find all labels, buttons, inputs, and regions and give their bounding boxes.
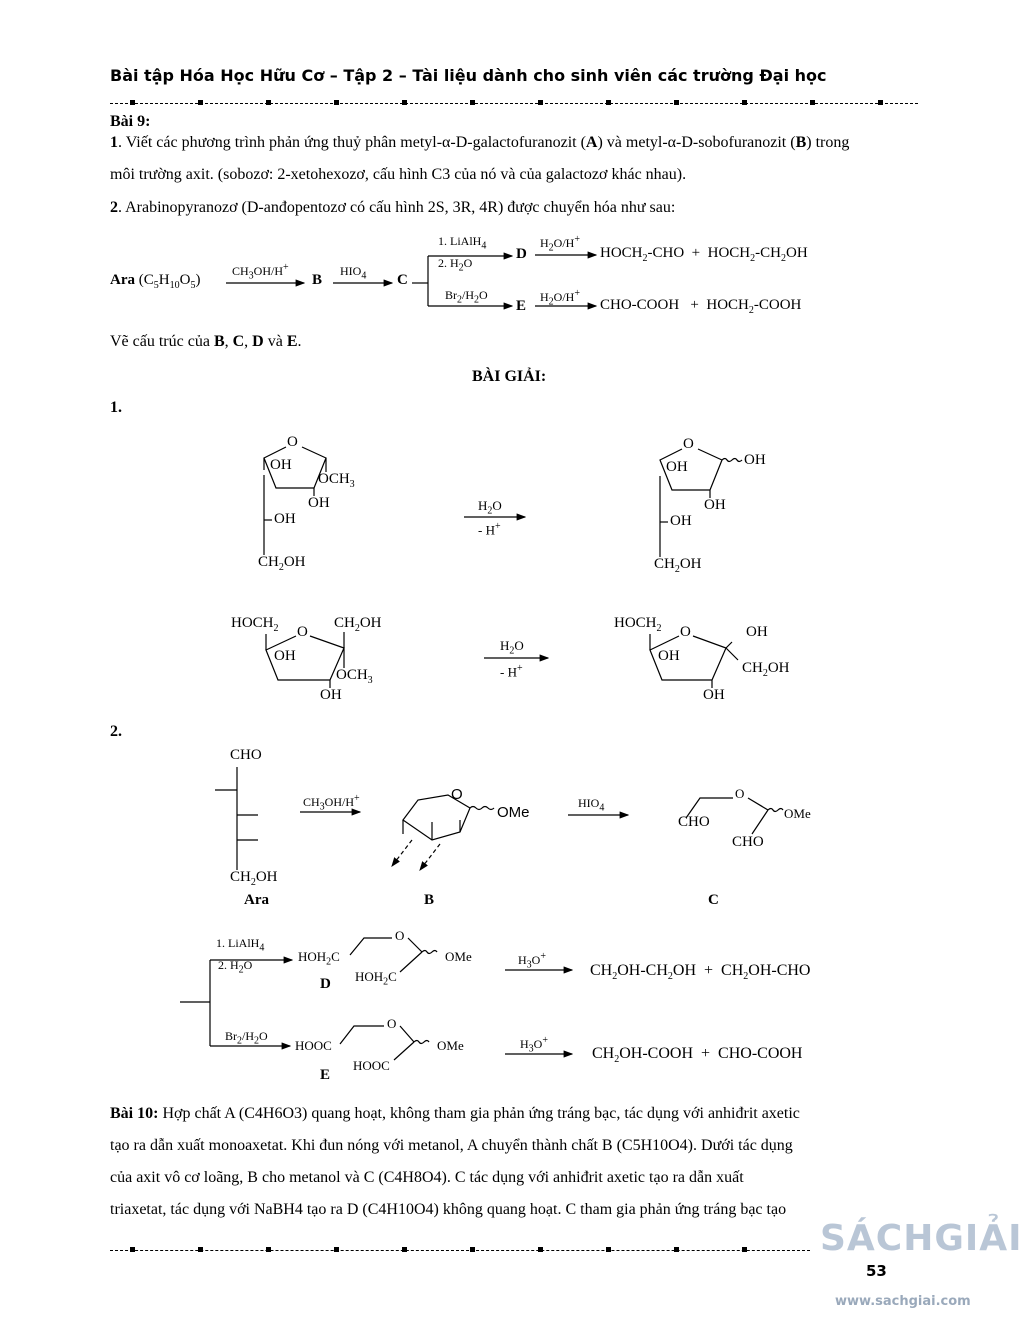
products-E: $CH_2OH$-COOH + CHO-COOH — [592, 1045, 803, 1066]
scheme-C: C — [397, 272, 408, 288]
sobo-prod-CH2OH: $CH_2OH$ — [742, 660, 790, 679]
sobo-prod-OH-2: OH — [703, 687, 725, 703]
exercise-9-part1: 1. Viết các phương trình phản ứng thuỷ phân metyl-α-D-galactofuranozit (A) và metyl-α-D-sobofuranozit (B) trong — [110, 134, 850, 151]
scheme-D: D — [516, 246, 527, 262]
products-D: $CH_2OH-CH_2OH + CH_2OH-CHO$ — [590, 962, 811, 983]
galacto-prod-OH-1: OH — [666, 459, 688, 475]
arrow-label-h2o-2: $H_2O$ — [500, 638, 524, 657]
galacto-prod-CH2OH: $CH_2OH$ — [654, 556, 702, 575]
sobo-CH2OH: $CH_2OH$ — [334, 615, 382, 634]
page-header: Bài tập Hóa Học Hữu Cơ – Tập 2 – Tài liệu dành cho sinh viên các trường Đại học — [110, 66, 827, 85]
scheme-reagent-7: $H_2O/H^+$ — [540, 288, 580, 308]
branch-reagent-1: 1. LiAlH$_4$ — [216, 936, 265, 954]
fischer-CHO: CHO — [230, 747, 262, 763]
galacto-prod-ring-O: O — [683, 436, 694, 452]
sobo-OCH3: $OCH_3$ — [336, 667, 373, 686]
scheme-ara: Ara $(C_5H_{10}O_5)$ — [110, 272, 201, 291]
galacto-prod-OH-anomeric: OH — [744, 452, 766, 468]
solution-title: BÀI GIẢI: — [472, 368, 547, 385]
galacto-prod-OH-2: OH — [704, 497, 726, 513]
arrow-label-h-2: - H+ — [500, 663, 523, 680]
sobo-prod-HOCH2: $HOCH_2$ — [614, 615, 662, 634]
label-C: C — [708, 892, 719, 908]
branch-reagent-3: $Br_2/H_2O$ — [225, 1029, 268, 1047]
scheme-B: B — [312, 272, 323, 288]
fischer-CH2OH: $CH_2OH$ — [230, 869, 278, 888]
footer-url: www.sachgiai.com — [835, 1294, 971, 1309]
scheme-product-D: $HOCH_2$-CHO + $HOCH_2-CH_2OH$ — [600, 245, 808, 264]
label-D: D — [320, 976, 331, 992]
sobo-prod-OH-anomeric: OH — [746, 624, 768, 640]
dialdehyde-O: O — [735, 786, 745, 801]
galacto-OCH3: $OCH_3$ — [318, 471, 355, 490]
galacto-OH-1: OH — [270, 457, 292, 473]
diol-O: O — [395, 928, 405, 943]
diacid-HOOC-1: HOOC — [295, 1038, 332, 1053]
exercise-9-task: Vẽ cấu trúc của B, C, D và E. — [110, 333, 302, 350]
sobo-ring-O: O — [297, 624, 308, 640]
scheme-reagent-3: 1. LiAlH$_4$ — [438, 234, 487, 252]
label-B: B — [424, 892, 435, 908]
sobo-prod-OH-1: OH — [658, 648, 680, 664]
galacto-CH2OH: $CH_2OH$ — [258, 554, 306, 573]
exercise-10-line4: triaxetat, tác dụng với NaBH4 tạo ra D (C4H10O4) không quang hoạt. C tham gia phản ứng tráng bạc tạo — [110, 1201, 787, 1218]
diol-OMe: OMe — [445, 949, 472, 964]
pyranoside-OMe: OMe — [497, 804, 530, 821]
exercise-9-title: Bài 9: — [110, 113, 151, 130]
dialdehyde-OMe: OMe — [784, 806, 811, 821]
exercise-9-part2: 2. Arabinopyranozơ (D-anđopentozơ có cấu hình 2S, 3R, 4R) được chuyển hóa như sau: — [110, 199, 676, 216]
diacid-HOOC-2: HOOC — [353, 1058, 390, 1073]
arrow-label-hio4: $HIO_4$ — [578, 796, 605, 814]
solution-part2-label: 2. — [110, 723, 122, 740]
sachgiai-logo: SÁCHGIẢI — [820, 1218, 1023, 1259]
dialdehyde-CHO-2: CHO — [732, 834, 764, 850]
galacto-OH-3: OH — [274, 511, 296, 527]
exercise-10-line3: của axit vô cơ loãng, B cho metanol và C (C4H8O4). C tác dụng với anhiđrit axetic tạo ra dẫn xuất — [110, 1169, 744, 1186]
arrow-label-h-1: - H+ — [478, 521, 501, 538]
pyranoside-O: O — [451, 786, 463, 803]
branch-reagent-2: 2. $H_2O$ — [218, 958, 253, 976]
scheme-reagent-1: $CH_3OH/H^+$ — [232, 262, 289, 282]
scheme-reagent-2: $HIO_4$ — [340, 264, 367, 282]
label-E: E — [320, 1067, 331, 1083]
scheme-reagent-5: $H_2O/H^+$ — [540, 234, 580, 254]
sobo-OH-2: OH — [320, 687, 342, 703]
exercise-9-part1-line2: môi trường axit. (sobozơ: 2-xetohexozơ, cấu hình C3 của nó và của galactozơ khác nhau). — [110, 166, 687, 183]
dialdehyde-CHO-1: CHO — [678, 814, 710, 830]
arrow-label-h3o-2: $H_3O^+$ — [520, 1035, 548, 1055]
arrow-label-h3o-1: $H_3O^+$ — [518, 951, 546, 971]
diacid-O: O — [387, 1016, 397, 1031]
scheme-reagent-6: $Br_2/H_2O$ — [445, 288, 488, 306]
scheme-product-E: CHO-COOH + $HOCH_2$-COOH — [600, 297, 802, 316]
arrow-label-h2o-1: $H_2O$ — [478, 498, 502, 517]
sobo-OH-1: OH — [274, 648, 296, 664]
sobo-HOCH2: $HOCH_2$ — [231, 615, 279, 634]
galacto-prod-OH-3: OH — [670, 513, 692, 529]
label-ara: Ara — [244, 892, 269, 908]
diol-HOH2C-1: $HOH_2C$ — [298, 949, 340, 968]
galacto-ring-O: O — [287, 434, 298, 450]
page-number: 53 — [866, 1262, 887, 1280]
scheme-reagent-4: 2. $H_2O$ — [438, 256, 473, 274]
scheme-E: E — [516, 298, 527, 314]
diacid-OMe: OMe — [437, 1038, 464, 1053]
sobo-prod-ring-O: O — [680, 624, 691, 640]
exercise-10-line1: Bài 10: Hợp chất A (C4H6O3) quang hoạt, không tham gia phản ứng tráng bạc, tác dụng với anhiđrit axetic — [110, 1105, 800, 1122]
diol-HOH2C-2: $HOH_2C$ — [355, 969, 397, 988]
solution-part1-label: 1. — [110, 399, 122, 416]
arrow-label-ch3oh: $CH_3OH/H^+$ — [303, 793, 360, 813]
galacto-OH-2: OH — [308, 495, 330, 511]
exercise-10-line2: tạo ra dẫn xuất monoaxetat. Khi đun nóng với metanol, A chuyển thành chất B (C5H10O4). Dưới tác dụng — [110, 1137, 793, 1154]
